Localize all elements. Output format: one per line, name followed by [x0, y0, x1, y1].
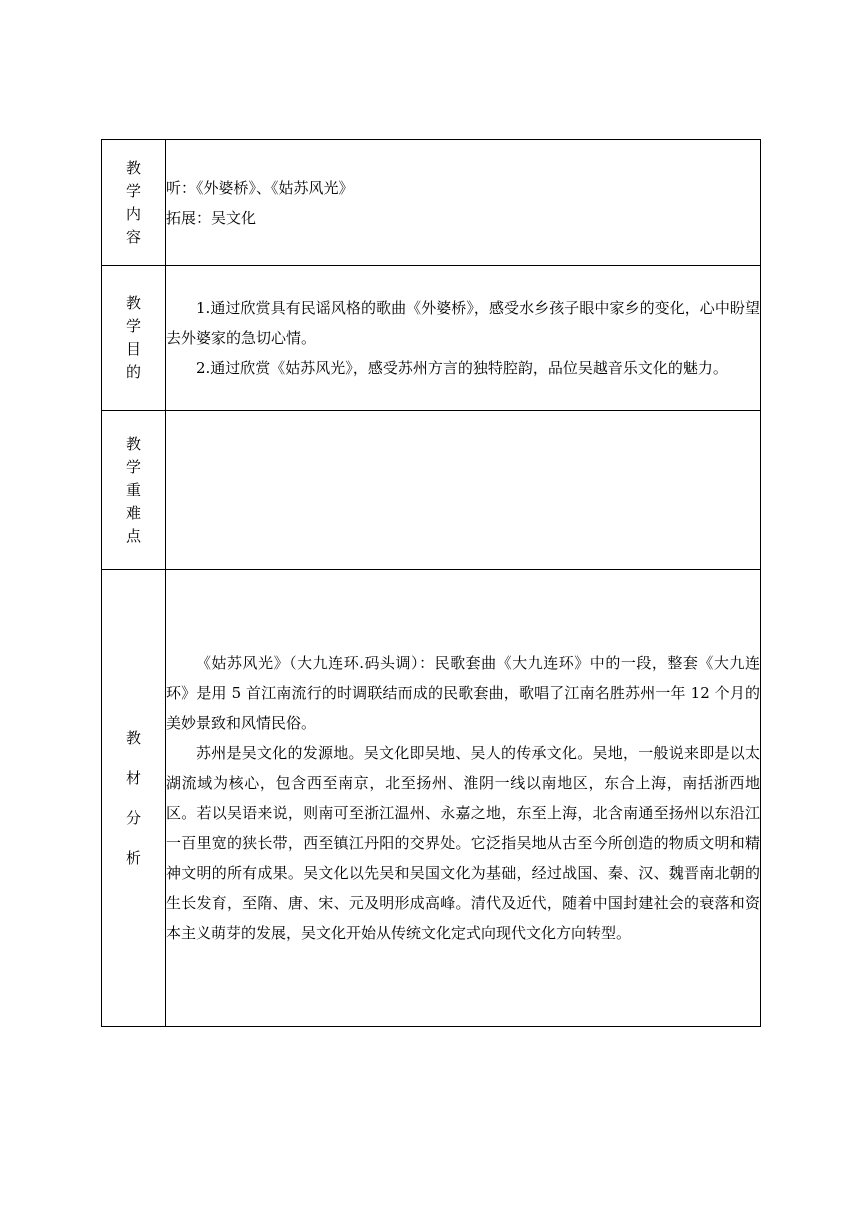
objective-paragraph: 2.通过欣赏《姑苏风光》，感受苏州方言的独特腔韵，品位吴越音乐文化的魅力。 — [196, 359, 728, 377]
label-char: 学 — [125, 457, 141, 476]
content-key-difficulties — [166, 411, 761, 570]
label-char: 析 — [125, 849, 141, 867]
analysis-paragraph: 《姑苏风光》（大九连环.码头调）：民歌套曲《大九连环》中的一段，整套《大九连环》是用 5 首江南流行的时调联结而成的民歌套曲，歌唱了江南名胜苏州一年 12 个月的美妙景致和风情民俗。 — [166, 654, 760, 732]
label-char: 难 — [125, 503, 141, 522]
label-char: 重 — [125, 480, 141, 499]
lesson-plan-table — [101, 139, 761, 1027]
label-char: 学 — [125, 181, 141, 200]
row-key-difficulties — [102, 411, 761, 570]
label-char: 学 — [125, 317, 141, 335]
label-teaching-objectives — [102, 266, 166, 411]
content-line: 听：《外婆桥》、《姑苏风光》 — [166, 178, 354, 197]
label-char: 内 — [125, 204, 141, 223]
label-char: 教 — [125, 729, 141, 747]
row-material-analysis — [102, 570, 761, 1027]
label-char: 教 — [125, 158, 141, 177]
label-char: 目 — [125, 340, 141, 358]
label-char: 教 — [125, 434, 141, 453]
content-teaching-content — [166, 140, 761, 266]
label-material-analysis — [102, 570, 166, 1027]
label-key-difficulties — [102, 411, 166, 570]
label-char: 点 — [125, 526, 141, 545]
label-char: 的 — [125, 363, 141, 381]
content-teaching-objectives — [166, 266, 761, 411]
analysis-paragraph: 苏州是吴文化的发源地。吴文化即吴地、吴人的传承文化。吴地，一般说来即是以太湖流域为核心，包含西至南京，北至扬州、淮阴一线以南地区，东合上海，南括浙西地区。若以吴语来说，则南可至浙江温州、永嘉之地，东至上海，北含南通至扬州以东沿江一百里宽的狭长带，西至镇江丹阳的交界处。它泛指吴地从古至今所创造的物质文明和精神文明的所有成果。吴文化以先吴和吴国文化为基础，经过战国、秦、汉、魏晋南北朝的生长发育，至隋、唐、宋、元及明形成高峰。清代及近代，随着中国封建社会的衰落和资本主义萌芽的发展，吴文化开始从传统文化定式向现代文化方向转型。 — [166, 744, 760, 942]
objective-paragraph: 1.通过欣赏具有民谣风格的歌曲《外婆桥》，感受水乡孩子眼中家乡的变化，心中盼望去外婆家的急切心情。 — [166, 299, 760, 347]
label-char: 分 — [125, 809, 141, 827]
label-char: 容 — [125, 227, 141, 246]
label-teaching-content — [102, 140, 166, 266]
label-char: 教 — [125, 294, 141, 312]
label-char: 材 — [125, 769, 141, 787]
content-line: 拓展：吴文化 — [166, 208, 257, 227]
content-material-analysis — [166, 570, 761, 1027]
row-teaching-content — [102, 140, 761, 266]
row-teaching-objectives — [102, 266, 761, 411]
